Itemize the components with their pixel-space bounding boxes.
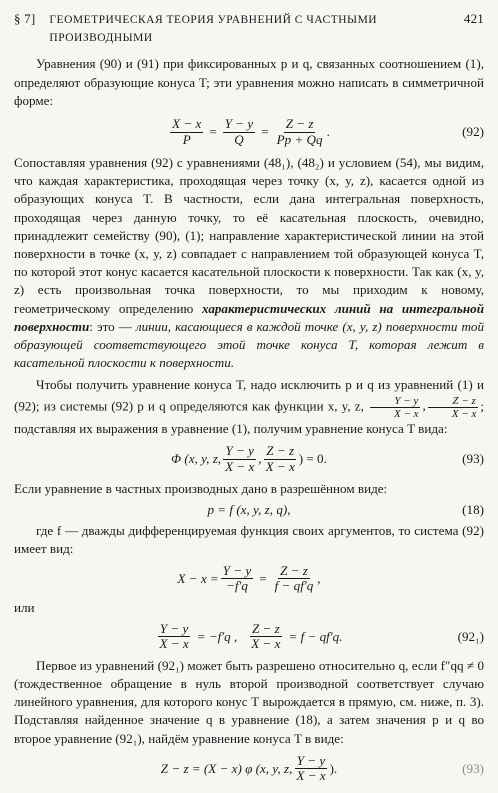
equation-system: X − x = $\frac{Y - y}{-f'q}$ = $\frac{Z - z}{f - qf'q}$ , (177, 562, 321, 594)
paragraph-2: Сопоставляя уравнения (92) с уравнениями (48₁), (48₂) и условием (54), мы видим, что каждая характеристика, проходящая через точку (x, y, z), касается одной из образующих конуса T. В частности, если дана интегральная поверхность, проходящая через данную точку, то её касательная плоскость, очевидно, принадлежит семейству (90), (1); направление характеристической линии на этой поверхности в точке (x, y, z) совпадает с направлением той образующей конуса T, по которой этот конус касается касательной плоскости к поверхности. Так как (x, y, z) есть произвольная точка поверхности, то мы приходим к новому, геометрическому определению характеристических линий на интегральной поверхности: это — линии, касающиеся в каждой точке (x, y, z) поверхности той образующей соответствующего этой точке конуса T, которая лежит в касательной плоскости к поверхности. (14, 155, 484, 371)
equation-number: (18) (462, 502, 484, 518)
paragraph-3: Чтобы получить уравнение конуса T, надо исключить p и q из уравнений (1) и (92); из системы (92) p и q определяются как функции x, y, z, $\frac{Y - y}{X - x}$ , $\frac{Z - z}{X - x}$ ; подставляя их выражения в уравнение (1), получим уравнение конуса T вида: (14, 377, 484, 436)
eq92-frac-1: $\frac{X - x}{P}$ (172, 116, 202, 147)
eq92-frac-3: $\frac{Z - z}{Pp + Qq}$ (276, 116, 323, 147)
equation-92-1: $\frac{Y - y}{X - x}$ = −f′q , $\frac{Z - z}{X - x}$ = f − qf′q. (92₁) (159, 620, 484, 652)
equation-cone: Z − z = (X − x) φ (x, y, z, $\frac{Y - y}{X - x}$ ). (93) (160, 752, 484, 784)
paragraph-4: Если уравнение в частных производных дано в разрешённом виде: (14, 481, 388, 497)
running-title: ГЕОМЕТРИЧЕСКАЯ ТЕОРИЯ УРАВНЕНИЙ С ЧАСТНЫМИ ПРОИЗВОДНЫМИ (49, 14, 378, 45)
section-marker: § 7] (14, 11, 36, 26)
equation-number: (93) (462, 760, 484, 776)
page-number: 421 (463, 11, 484, 26)
equation-number: (93) (462, 450, 484, 466)
equation-18: p = f (x, y, z, q), (18) (14, 498, 484, 522)
paragraph-5: где f — дважды дифференцируемая функция своих аргументов, то система (92) имеет вид: (14, 523, 484, 557)
paragraph-7: Первое из уравнений (92₁) может быть разрешено относительно q, если f″qq ≠ 0 (тождественное обращение в нуль второй производной соответствует случаю линейного уравнения, для которого конус T вырождается в прямую, см. ниже, п. 3). Подставляя найденное значение q в уравнение (18), а затем значения p и q во второе уравнение (92₁), найдём уравнение конуса T в виде: (14, 657, 484, 746)
equation-number: (92) (462, 123, 484, 139)
paragraph-1: Уравнения (90) и (91) при фиксированных p и q, связанных соотношением (1), определяют образующие конуса T; эти уравнения можно написать в симметричной форме: (14, 56, 484, 108)
equation-93: Φ (x, y, z, $\frac{Y - y}{X - x}$ , $\frac{Z - z}{X - x}$ ) = 0. (93) (171, 443, 484, 474)
equation-92: $\frac{X - x}{P}$ = $\frac{Y - y}{Q}$ = $\frac{Z - z}{Pp + Qq}$ . (92) (172, 116, 484, 147)
defined-term: характеристических линий на интегральной поверхности (14, 300, 484, 334)
eq92-frac-2: $\frac{Y - y}{Q}$ (224, 116, 254, 147)
equation-number: (92₁) (457, 628, 484, 644)
paragraph-6: или (14, 599, 35, 615)
page-header (14, 10, 484, 47)
definition-text: линии, касающиеся в каждой точке (x, y, z) поверхности той образующей соответствующего этой точке конуса T, которая лежит в касательной плоскости к поверхности. (14, 318, 484, 371)
